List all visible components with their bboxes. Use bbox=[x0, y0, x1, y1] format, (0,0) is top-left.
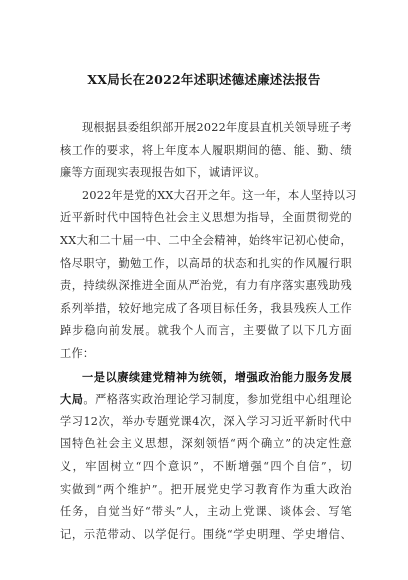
paragraph-1-line-1: 现根据县委组织部开展2022年度县直机关领导班子考 bbox=[82, 121, 352, 134]
paragraph-3-heading-line-1 bbox=[60, 366, 352, 389]
document-title: XX局长在2022年述职述德述廉述法报告 bbox=[87, 72, 321, 87]
paragraph-2-line-6: 系列举措，较好地完成了各项目标任务，我县残疾人工作 bbox=[60, 301, 352, 315]
paragraph-2-line-5: 责，持续纵深推进全面从严治党，有力有序落实惠残助残 bbox=[60, 279, 352, 293]
paragraph-3-line-5: 义，牢固树立“四个意识”，不断增强“四个自信”，切 bbox=[60, 459, 352, 473]
document-body bbox=[60, 117, 357, 546]
paragraph-2-line-8: 工作： bbox=[60, 346, 95, 360]
paragraph-2-line-4: 恪尽职守，勤勉工作，以高昂的状态和扎实的作风履行职 bbox=[60, 256, 352, 270]
paragraph-1-line-2: 核工作的要求，将上年度本人履职期间的德、能、勤、绩 bbox=[60, 143, 352, 157]
paragraph-3-line-7: 任务，自觉当好“带头”人，主动上党课、谈体会、写笔 bbox=[60, 505, 352, 519]
section-heading-part-1: 一是以赓续建党精神为统领，增强政治能力服务发展 bbox=[82, 369, 352, 384]
paragraph-3-line-2 bbox=[60, 388, 352, 411]
paragraph-3-tail-text: 。严格落实政治理论学习制度，参加党组中心组理论 bbox=[83, 393, 352, 407]
section-heading-part-2: 大局 bbox=[60, 392, 84, 407]
paragraph-2-line-7: 踔步稳向前发展。就我个人而言，主要做了以下几方面 bbox=[60, 324, 352, 338]
paragraph-2-line-2: 近平新时代中国特色社会主义思想为指导，全面贯彻党的 bbox=[60, 211, 352, 225]
paragraph-2-line-3: XX大和二十届一中、二中全会精神，始终牢记初心使命， bbox=[60, 233, 352, 247]
paragraph-2-line-1: 2022年是党的XX大召开之年。这一年，本人坚持以习 bbox=[82, 188, 357, 202]
paragraph-3-line-6: 实做到“两个维护”。把开展党史学习教育作为重大政治 bbox=[60, 482, 352, 496]
paragraph-3-line-3: 学习12次，举办专题党课4次，深入学习习近平新时代中 bbox=[60, 414, 352, 428]
paragraph-1-line-3: 廉等方面现实表现报告如下，诚请评议。 bbox=[60, 166, 266, 180]
paragraph-3-line-8: 记，示范带动、以学促行。围绕“学史明理、学史增信、 bbox=[60, 527, 352, 541]
paragraph-3-line-4: 国特色社会主义思想，深刻领悟“两个确立”的决定性意 bbox=[60, 437, 352, 451]
